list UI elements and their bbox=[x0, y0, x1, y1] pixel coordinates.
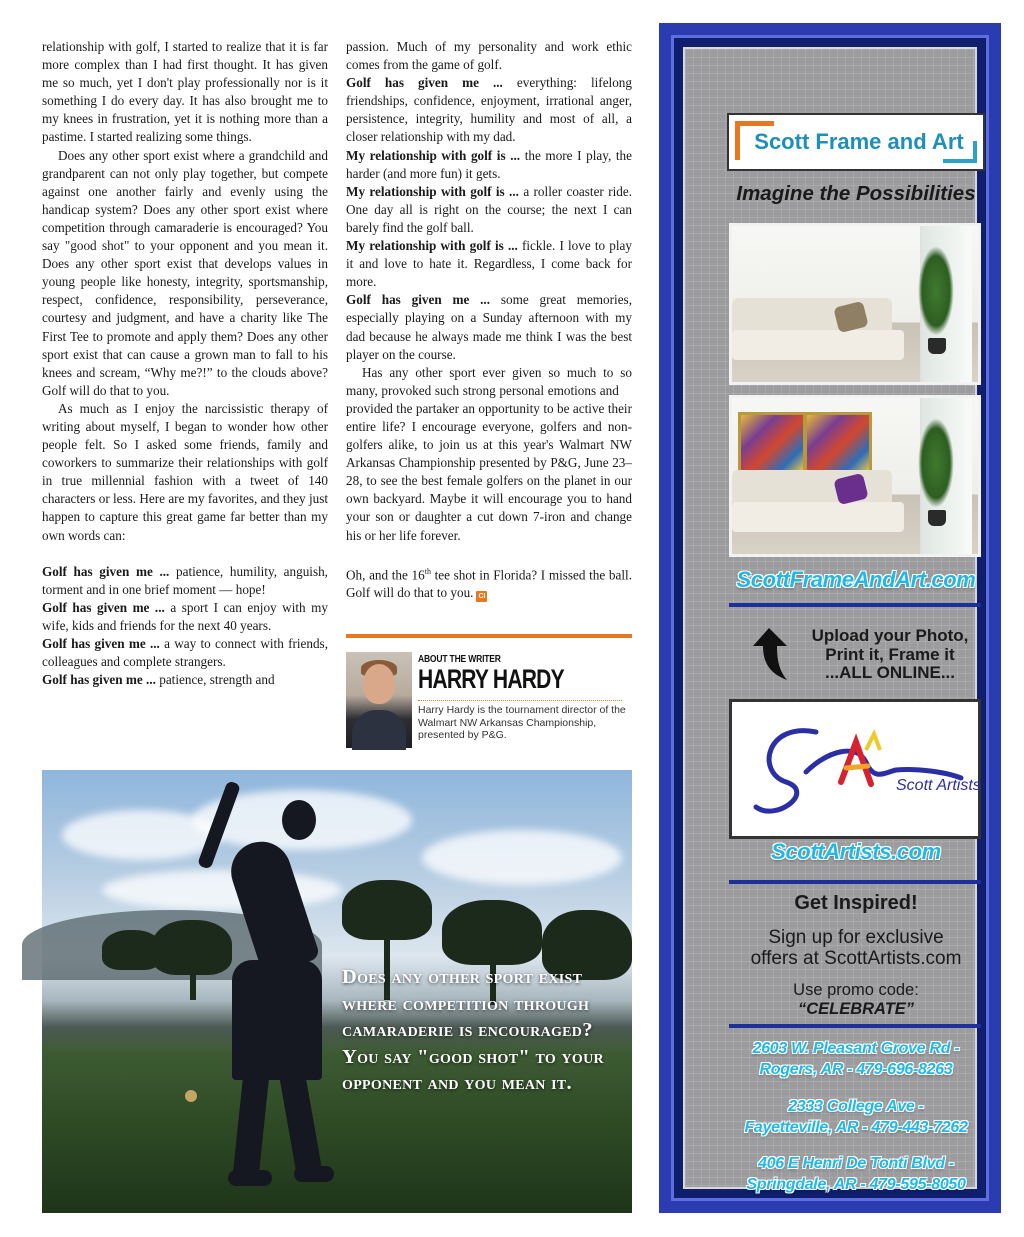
upload-callout bbox=[795, 627, 985, 683]
tweet-lead: Golf has given me ... bbox=[346, 292, 491, 308]
paragraph: As much as I enjoy the narcissistic therapy of writing about myself, I began to wonder how other people felt. So I asked some friends, family and coworkers to summarize their relationships with golf in true millennial fashion with a tweet of 140 characters or less. Here are my favorites, and they just happen to capture this great game far better than my own words can: bbox=[42, 400, 328, 543]
tweet-quote bbox=[346, 237, 632, 291]
article-column-2 bbox=[346, 38, 632, 602]
signup-line: offers at ScottArtists.com bbox=[750, 948, 962, 969]
upload-arrow-icon bbox=[745, 624, 795, 684]
tweet-text: patience, strength and bbox=[155, 672, 275, 688]
golfer-photo bbox=[42, 770, 632, 1213]
scott-frame-logo bbox=[727, 113, 985, 171]
about-kicker: ABOUT THE WRITER bbox=[418, 654, 501, 665]
tweet-lead: Golf has given me ... bbox=[42, 599, 165, 615]
paragraph: relationship with golf, I started to realize that it is far more complex than I had first thought. It has given me so much, yet I don't play professionally nor is it something I do every day. It has also brought me to my knees in frustration, yet it is nothing more than a pastime. I started realizing some things. bbox=[42, 39, 328, 145]
tweet-lead: My relationship with golf is ... bbox=[346, 183, 519, 199]
upload-line: ...ALL ONLINE... bbox=[824, 663, 956, 682]
writer-bio: Harry Hardy is the tournament director of the Walmart NW Arkansas Championship, presented by P&G. bbox=[418, 704, 626, 741]
signup-line: Sign up for exclusive bbox=[768, 927, 944, 948]
tagline: Imagine the Possibilities bbox=[736, 182, 976, 205]
address-line: Springdale, AR - 479-595-8050 bbox=[746, 1175, 966, 1193]
paragraph: Has any other sport ever given so much to so many, provoked such strong personal emotions and provided the partaker an opportunity to be active their entire life? I encourage everyone, golfers and non-golfers alike, to join us at this year's Walmart NW Arkansas Championship presented by P&G, June 23–28, to see the best female golfers on the planet in our own backyard. Maybe it will encourage you to hand your son or daughter a cut down 7-iron and change his or her life forever. bbox=[346, 364, 632, 543]
get-inspired-heading: Get Inspired! bbox=[794, 892, 918, 914]
ordinal-suffix: th bbox=[424, 566, 431, 576]
writer-name: HARRY HARDY bbox=[418, 664, 564, 694]
writer-headshot bbox=[346, 652, 412, 748]
tweet-quote bbox=[42, 599, 328, 635]
divider bbox=[729, 1024, 981, 1028]
closing-text: Oh, and the 16 bbox=[346, 567, 425, 583]
tweet-quote bbox=[346, 291, 632, 363]
logo2-text: Scott Artists bbox=[896, 777, 981, 794]
tweet-quote bbox=[346, 147, 632, 183]
ad-panel bbox=[683, 47, 981, 1193]
signup-text bbox=[715, 927, 997, 969]
paragraph: passion. Much of my personality and work ethic comes from the game of golf. bbox=[346, 39, 632, 73]
store-address-fayetteville bbox=[715, 1097, 997, 1138]
tweet-lead: Golf has given me ... bbox=[42, 563, 170, 579]
promo-label: Use promo code: bbox=[793, 981, 919, 999]
divider bbox=[418, 700, 622, 701]
room-photo-with-art bbox=[729, 395, 981, 557]
tweet-quote bbox=[346, 183, 632, 237]
tweet-lead: Golf has given me ... bbox=[42, 636, 160, 651]
tweet-lead: Golf has given me ... bbox=[42, 672, 156, 688]
scott-artists-logo-art bbox=[746, 712, 981, 828]
website-link-artists[interactable]: ScottArtists.com bbox=[771, 839, 941, 864]
upload-line: Upload your Photo, bbox=[811, 626, 969, 645]
tweet-quote bbox=[42, 635, 328, 671]
tweet-quote bbox=[42, 563, 328, 599]
address-line: 406 E Henri De Tonti Blvd - bbox=[758, 1155, 954, 1172]
closing-text: tee shot in Florida? I missed the ball. Golf will do that to you. bbox=[346, 567, 632, 601]
tweet-text: fickle. I love to play it and love to hate it. Regardless, I come back for more. bbox=[346, 238, 632, 290]
end-mark-icon: CI bbox=[478, 593, 486, 601]
store-address-rogers bbox=[715, 1039, 997, 1080]
address-line: Fayetteville, AR - 479-443-7262 bbox=[744, 1118, 968, 1136]
divider bbox=[729, 603, 981, 607]
tweet-text: the more I play, the harder (and more fun) it gets. bbox=[346, 147, 633, 181]
scott-frame-ad bbox=[659, 23, 1001, 1213]
about-the-writer bbox=[346, 634, 632, 750]
address-line: 2333 College Ave - bbox=[788, 1098, 924, 1115]
address-line: 2603 W. Pleasant Grove Rd - bbox=[752, 1040, 960, 1057]
tweet-text: a way to connect with friends, colleagues and complete strangers. bbox=[42, 636, 328, 670]
article-column-1 bbox=[42, 38, 328, 689]
closing-paragraph bbox=[346, 563, 632, 603]
tweet-text: a sport I can enjoy with my wife, kids and friends for the next 40 years. bbox=[42, 599, 328, 633]
promo-code: “CELEBRATE” bbox=[797, 1000, 915, 1018]
tweet-text: everything: lifelong friendships, confidence, enjoyment, irrational anger, persistence, integrity, humility and most of all, a closer relationship with my dad. bbox=[346, 75, 632, 145]
tweet-lead: My relationship with golf is ... bbox=[346, 238, 518, 254]
tweet-quote bbox=[42, 671, 328, 689]
tweet-text: a roller coaster ride. One day all is right on the course; the next I can barely find the golf ball. bbox=[346, 183, 632, 235]
address-line: Rogers, AR - 479-696-8263 bbox=[759, 1060, 953, 1078]
website-link-frame[interactable]: ScottFrameAndArt.com bbox=[736, 567, 976, 592]
room-photo-plain-wall bbox=[729, 223, 981, 385]
tweet-lead: Golf has given me ... bbox=[346, 75, 503, 91]
tweet-text: patience, humility, anguish, torment and in one brief moment — hope! bbox=[42, 563, 328, 597]
divider bbox=[729, 880, 981, 884]
logo-text: Scott Frame and Art bbox=[754, 129, 964, 154]
paragraph: Does any other sport exist where a grandchild and grandparent can not only play together, but compete against one another fairly and evenly using the handicap system? Does any other sport exist where competition through camaraderie is encouraged? You say "good shot" to your opponent and you mean it. Does any other sport exist that develops values in young people like honesty, integrity, sportsmanship, respect, confidence, responsibility, perseverance, courtesy and judgment, and have a charity like The First Tee to promote and apply them? Does any other sport exist that can cause a grown man to fall to his knees and scream, “Why me?!” to the clouds above? Golf will do that to you. bbox=[42, 147, 328, 398]
promo-block bbox=[715, 981, 997, 1019]
tweet-lead: My relationship with golf is ... bbox=[346, 147, 521, 163]
upload-line: Print it, Frame it bbox=[825, 644, 955, 664]
store-address-springdale bbox=[715, 1154, 997, 1195]
pull-quote: Does any other sport exist where competition through camaraderie is encouraged? You say "good shot" to your opponent and you mean it. bbox=[342, 966, 604, 1094]
scott-artists-logo bbox=[729, 699, 981, 839]
tweet-quote bbox=[346, 74, 632, 146]
tweet-text: some great memories, especially playing on a Sunday afternoon with my dad because he always made me think I was the best player on the course. bbox=[346, 292, 632, 362]
